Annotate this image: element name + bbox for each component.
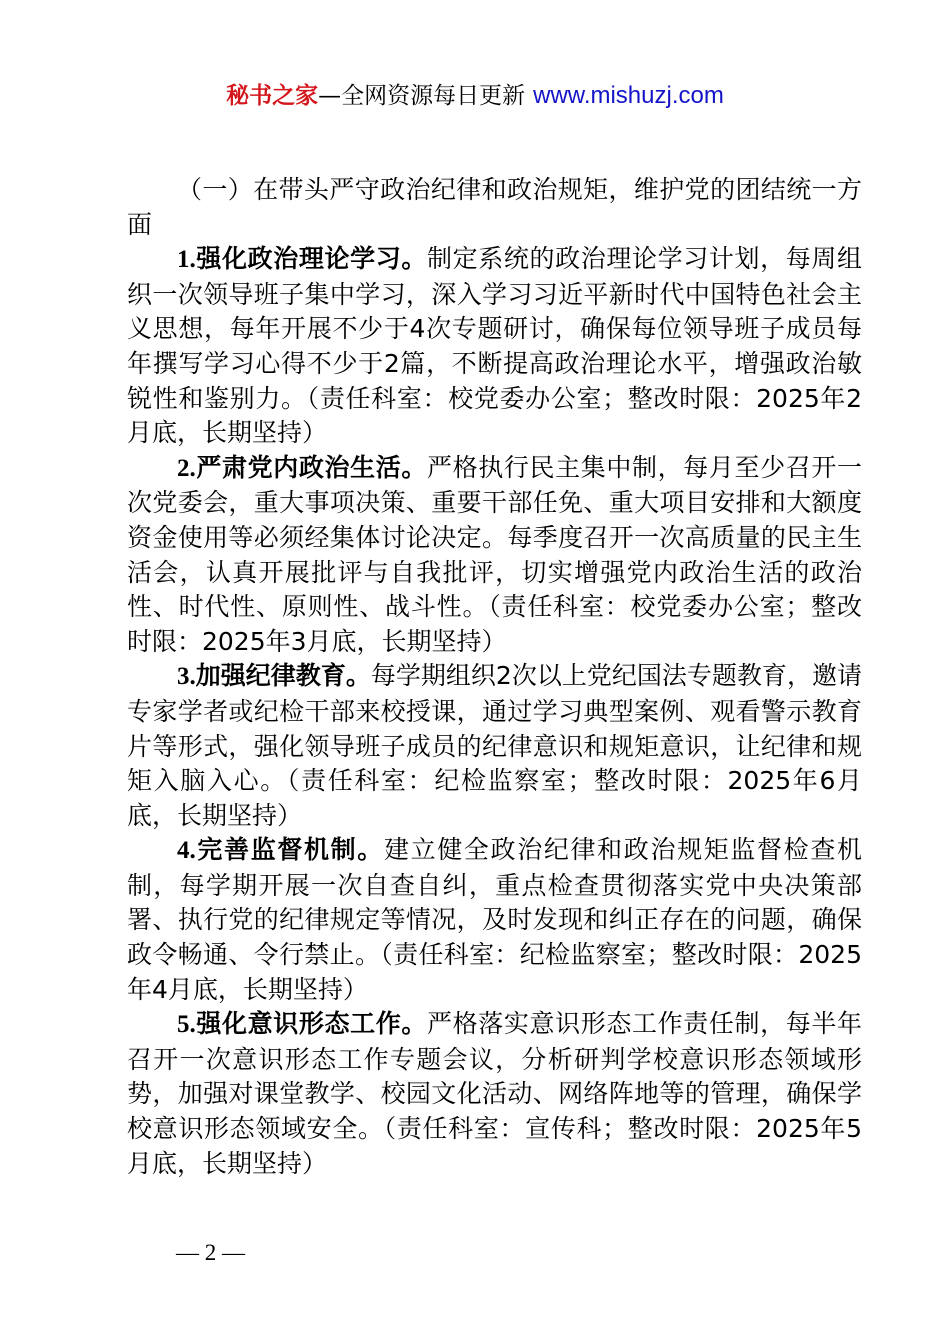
item-body: 严格执行民主集中制，每月至少召开一次党委会，重大事项决策、重要干部任免、重大项目安排和大额度资金使用等必须经集体讨论决定。每季度召开一次高质量的民主生活会，认真开展批评与自我批评，切实增强党内政治生活的政治性、时代性、原则性、战斗性。（责任科室：校党委办公室；整改时限：2025年3月底，长期坚持） [127,452,862,656]
site-brand: 秘书之家 [226,83,319,109]
list-item [127,833,862,1007]
page-number: — 2 — [176,1240,245,1265]
item-number: 2. [177,454,196,482]
item-title: 强化政治理论学习。 [195,244,427,274]
site-header [0,80,950,112]
item-number: 5. [177,1011,196,1039]
document-body [127,173,862,1181]
item-body: 每学期组织2次以上党纪国法专题教育，邀请专家学者或纪检干部来校授课，通过学习典型案例、观看警示教育片等形式，强化领导班子成员的纪律意识和规矩意识，让纪律和规矩入脑入心。（责任科室：纪检监察室；整改时限：2025年6月底，长期坚持） [127,661,862,830]
site-url-link[interactable]: www.mishuzj.com [533,82,724,109]
site-tagline: —全网资源每日更新 [318,83,526,109]
item-title: 完善监督机制。 [195,835,384,865]
section-heading: （一）在带头严守政治纪律和政治规矩，维护党的团结统一方面 [127,175,862,239]
item-title: 严肃党内政治生活。 [195,452,427,482]
item-number: 4. [177,837,196,865]
list-item [127,242,862,451]
list-item [127,451,862,660]
item-title: 强化意识形态工作。 [195,1009,427,1039]
item-title: 加强纪律教育。 [195,661,371,691]
item-number: 3. [177,663,196,691]
list-item [127,1007,862,1181]
item-body: 制定系统的政治理论学习计划，每周组织一次领导班子集中学习，深入学习习近平新时代中国特色社会主义思想，每年开展不少于4次专题研讨，确保每位领导班子成员每年撰写学习心得不少于2篇，不断提高政治理论水平，增强政治敏锐性和鉴别力。（责任科室：校党委办公室；整改时限：2025年2月底，长期坚持） [127,244,862,448]
item-body: 建立健全政治纪律和政治规矩监督检查机制，每学期开展一次自查自纠，重点检查贯彻落实党中央决策部署、执行党的纪律规定等情况，及时发现和纠正存在的问题，确保政令畅通、令行禁止。（责任科室：纪检监察室；整改时限：2025年4月底，长期坚持） [127,835,862,1004]
list-item [127,659,862,833]
item-body: 严格落实意识形态工作责任制，每半年召开一次意识形态工作专题会议，分析研判学校意识形态领域形势，加强对课堂教学、校园文化活动、网络阵地等的管理，确保学校意识形态领域安全。（责任科室：宣传科；整改时限：2025年5月底，长期坚持） [127,1009,862,1178]
item-number: 1. [177,246,196,274]
